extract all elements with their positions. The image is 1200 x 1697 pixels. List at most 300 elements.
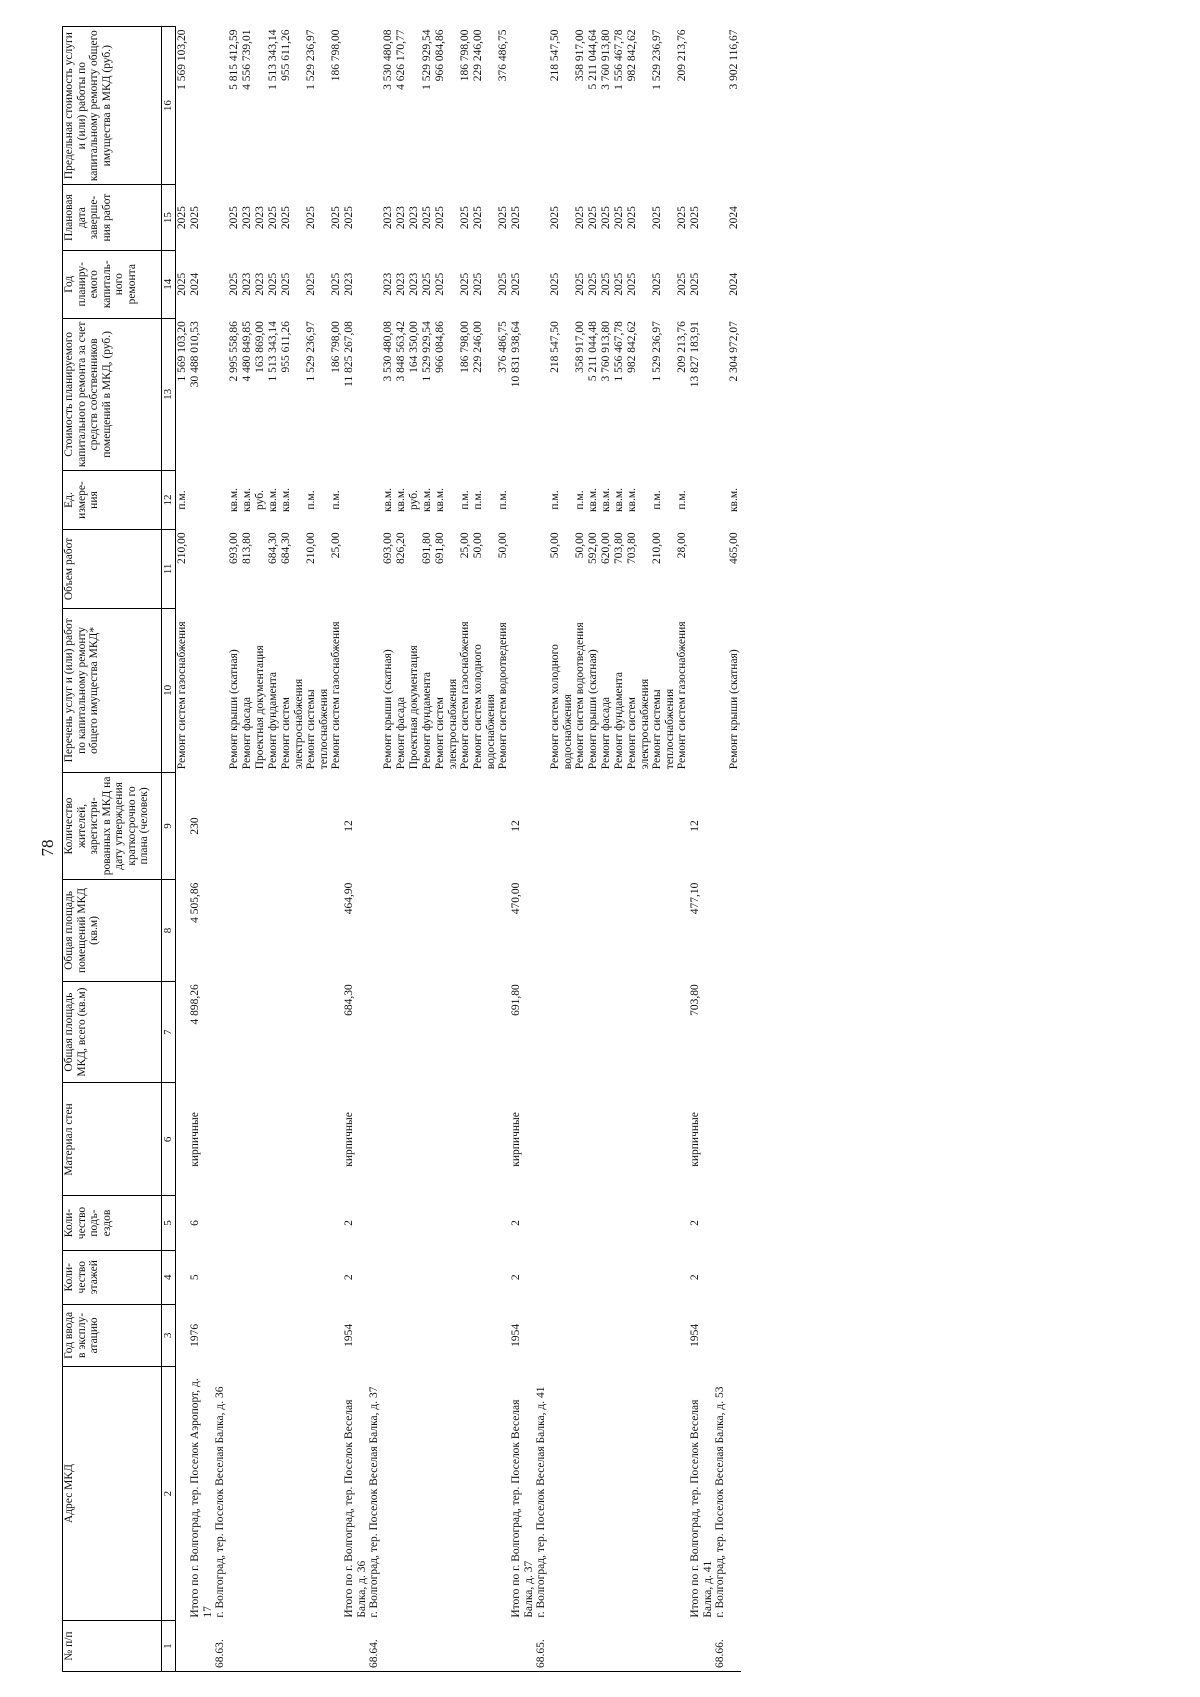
completion-date: 2025	[330, 206, 342, 230]
work-name: Ремонт фундамента	[267, 672, 279, 770]
work-cost: 186 798,00	[330, 321, 342, 373]
table-cell	[305, 1196, 330, 1250]
work-name: Ремонт фундамента	[421, 672, 433, 770]
area-rooms: 4 505,86	[189, 882, 201, 923]
table-cell	[574, 1621, 587, 1672]
capital-repair-table	[62, 26, 741, 1672]
table-cell	[343, 471, 368, 530]
cost-limit	[408, 27, 421, 185]
work-cost: 376 486,75	[497, 321, 509, 373]
house-total-row	[689, 27, 714, 1672]
table-cell	[626, 1621, 651, 1672]
column-header-15: Плановая дата заверше-ния работ	[63, 185, 162, 251]
table-cell	[305, 1083, 330, 1196]
unit: п.м.	[472, 490, 484, 510]
total-label: Итого по г. Волгоград, тер. Поселок Веселая Балка, д. 37	[510, 1399, 535, 1618]
table-cell	[587, 1083, 600, 1196]
table-cell	[574, 1366, 587, 1620]
table-cell	[728, 1250, 741, 1304]
table-cell	[330, 1304, 343, 1366]
area-total: 691,80	[510, 984, 522, 1016]
cost-limit: 209 213,76	[676, 29, 688, 82]
area-rooms: 477,10	[689, 882, 701, 915]
work-volume: 50,00	[472, 532, 484, 559]
cost-limit: 955 611,26	[280, 29, 292, 81]
column-header-1: № п/п	[63, 1621, 162, 1672]
table-cell	[267, 1250, 280, 1304]
table-cell	[267, 880, 280, 982]
table-cell	[459, 1196, 472, 1250]
table-cell	[459, 772, 472, 879]
table-cell	[305, 1304, 330, 1366]
table-cell	[254, 772, 267, 879]
table-body	[176, 27, 742, 1672]
table-cell	[254, 880, 267, 982]
work-cost: 1 529 236,97	[305, 321, 317, 382]
unit: кв.м.	[395, 487, 407, 513]
work-volume: 684,30	[267, 532, 279, 564]
table-cell	[587, 1250, 600, 1304]
completion-date: 2025	[280, 206, 292, 230]
table-cell	[189, 27, 214, 185]
unit: кв.м.	[626, 487, 638, 513]
table-cell	[241, 1366, 254, 1620]
unit: руб.	[254, 490, 266, 510]
table-cell	[600, 1621, 613, 1672]
table-cell	[434, 772, 459, 879]
table-cell	[395, 772, 408, 879]
table-cell	[651, 1250, 676, 1304]
area-total: 703,80	[689, 984, 701, 1016]
table-cell	[676, 981, 689, 1083]
table-cell	[459, 1304, 472, 1366]
house-address: г. Волгоград, тер. Поселок Веселая Балка, д. 36	[214, 1386, 226, 1618]
work-name: Ремонт систем газоснабжения	[676, 621, 688, 770]
completion-date: 2025	[613, 206, 625, 230]
table-cell	[459, 1083, 472, 1196]
column-number-4: 4	[162, 1250, 176, 1304]
table-cell	[600, 1304, 613, 1366]
table-cell	[408, 880, 421, 982]
table-cell	[241, 1083, 254, 1196]
table-cell	[472, 1250, 497, 1304]
table-cell	[330, 1366, 343, 1620]
column-header-4: Коли-чество этажей	[63, 1250, 162, 1304]
table-cell	[613, 1250, 626, 1304]
repair-year: 2025	[472, 272, 484, 296]
table-cell	[497, 1621, 510, 1672]
work-name: Ремонт крыши (скатная)	[728, 649, 740, 770]
work-item-row	[651, 27, 676, 1672]
row-number: 68.63.	[214, 1621, 228, 1672]
cost-limit: 5 211 044,64	[587, 29, 599, 90]
table-cell	[305, 772, 330, 879]
unit: кв.м.	[241, 487, 253, 513]
table-cell	[574, 1083, 587, 1196]
table-cell	[651, 1304, 676, 1366]
column-header-13: Стоимость планируемого капитального ремонта за счет средств собственников помещений в МКД, (руб.)	[63, 318, 162, 471]
table-cell	[267, 981, 280, 1083]
table-cell	[228, 772, 241, 879]
wall-material: кирпичные	[689, 1112, 701, 1167]
column-header-10: Перечень услуг и (или) работ по капитальному ремонту общего имущества МКД*	[63, 608, 162, 772]
column-header-5: Коли-чество подъ-ездов	[63, 1196, 162, 1250]
table-cell	[382, 1366, 395, 1620]
table-cell	[472, 981, 497, 1083]
table-cell	[228, 880, 241, 982]
work-item-row	[459, 27, 472, 1672]
table-cell	[267, 1196, 280, 1250]
table-cell	[343, 1621, 368, 1672]
table-cell	[176, 1366, 190, 1620]
rotated-document-sheet	[62, 26, 1195, 1672]
table-cell	[330, 1250, 343, 1304]
table-cell	[382, 1196, 395, 1250]
row-number: 68.65.	[535, 1621, 549, 1672]
cost-limit: 186 798,00	[459, 29, 471, 82]
repair-year: 2025	[280, 272, 292, 296]
table-cell	[241, 1250, 254, 1304]
work-volume: 210,00	[651, 532, 663, 564]
table-cell	[549, 1621, 574, 1672]
table-cell	[459, 880, 472, 982]
work-name: Ремонт фундамента	[613, 672, 625, 770]
completion-date: 2025	[510, 206, 522, 230]
table-cell	[587, 772, 600, 879]
table-cell	[280, 1304, 305, 1366]
table-cell	[189, 529, 214, 608]
table-cell	[472, 1304, 497, 1366]
table-cell	[254, 1083, 267, 1196]
work-item-row	[228, 27, 241, 1672]
table-cell	[434, 1250, 459, 1304]
work-volume: 25,00	[330, 532, 342, 559]
column-number-10: 10	[162, 608, 176, 772]
table-cell	[472, 1621, 497, 1672]
work-cost: 2 995 558,86	[228, 321, 240, 382]
entrances: 2	[689, 1220, 701, 1226]
area-total: 4 898,26	[189, 984, 201, 1025]
repair-year: 2025	[613, 272, 625, 296]
total-cost: 30 488 010,53	[189, 321, 201, 388]
column-header-6: Материал стен	[63, 1083, 162, 1196]
table-cell	[176, 1083, 190, 1196]
table-cell	[395, 880, 408, 982]
work-name: Ремонт систем электроснабжения	[434, 678, 459, 770]
table-cell	[549, 1083, 574, 1196]
table-cell	[267, 1304, 280, 1366]
work-volume: 693,00	[228, 532, 240, 564]
table-cell	[408, 981, 421, 1083]
table-cell	[189, 471, 214, 530]
table-cell	[254, 1621, 267, 1672]
table-cell	[228, 1366, 241, 1620]
completion-date: 2023	[408, 206, 420, 230]
work-name: Ремонт крыши (скатная)	[587, 649, 599, 770]
repair-year: 2025	[228, 272, 240, 296]
table-cell	[395, 1304, 408, 1366]
table-cell	[676, 1366, 689, 1620]
table-cell	[305, 981, 330, 1083]
work-volume: 684,30	[280, 532, 292, 564]
completion-date: 2023	[254, 206, 266, 230]
total-label: Итого по г. Волгоград, тер. Поселок Веселая Балка, д. 36	[343, 1399, 368, 1618]
table-cell	[330, 981, 343, 1083]
wall-material: кирпичные	[510, 1112, 522, 1167]
work-volume: 826,20	[395, 532, 407, 564]
table-cell	[587, 981, 600, 1083]
unit: кв.м.	[613, 487, 625, 513]
total-cost: 11 825 267,08	[343, 321, 355, 387]
work-cost: 229 246,00	[472, 321, 484, 373]
table-cell	[549, 981, 574, 1083]
unit: п.м.	[176, 490, 188, 510]
unit: руб.	[408, 490, 420, 510]
repair-year: 2025	[626, 272, 638, 296]
table-cell	[189, 1621, 214, 1672]
work-cost: 1 556 467,78	[613, 321, 625, 382]
table-cell	[421, 1621, 434, 1672]
work-cost: 2 304 972,07	[728, 321, 740, 382]
work-name: Проектная документация	[408, 645, 420, 770]
unit: кв.м.	[434, 487, 446, 513]
column-number-6: 6	[162, 1083, 176, 1196]
completion-date: 2025	[497, 206, 509, 230]
column-header-16: Предельная стоимость услуги и (или) работы по капитальному ремонту общего имущества в МКД (руб.)	[63, 27, 162, 185]
table-cell	[574, 1196, 587, 1250]
house-header-row	[714, 27, 728, 1672]
table-cell	[651, 981, 676, 1083]
table-cell	[676, 1621, 689, 1672]
work-cost: 164 350,00	[408, 321, 420, 373]
cost-limit: 3 902 116,67	[728, 29, 740, 90]
area-rooms: 470,00	[510, 882, 522, 915]
table-cell	[330, 880, 343, 982]
table-cell	[408, 1196, 421, 1250]
work-name: Ремонт систем газоснабжения	[459, 621, 471, 770]
table-cell	[587, 1196, 600, 1250]
table-cell	[241, 1196, 254, 1250]
table-cell	[228, 1083, 241, 1196]
table-cell	[459, 1250, 472, 1304]
table-cell	[176, 772, 190, 879]
table-cell	[651, 772, 676, 879]
work-item-row	[267, 27, 280, 1672]
repair-year: 2023	[254, 272, 266, 296]
work-name: Ремонт системы теплоснабжения	[305, 688, 330, 770]
table-cell	[421, 880, 434, 982]
table-cell	[626, 1250, 651, 1304]
unit: кв.м.	[728, 487, 740, 513]
table-cell	[421, 981, 434, 1083]
table-cell	[280, 1366, 305, 1620]
table-cell	[651, 1366, 676, 1620]
entrances: 2	[343, 1220, 355, 1226]
work-name: Проектная документация	[254, 645, 266, 770]
table-cell	[689, 1621, 714, 1672]
table-cell	[728, 1083, 741, 1196]
table-cell	[600, 880, 613, 982]
table-cell	[651, 1196, 676, 1250]
work-cost: 955 611,26	[280, 321, 292, 373]
work-item-row	[395, 27, 408, 1672]
work-volume: 592,00	[587, 532, 599, 564]
work-volume: 210,00	[176, 532, 188, 564]
house-total-row	[510, 27, 535, 1672]
table-cell	[676, 1083, 689, 1196]
work-cost: 209 213,76	[676, 321, 688, 373]
table-cell	[549, 1366, 574, 1620]
column-header-7: Общая площадь МКД, всего (кв.м)	[63, 981, 162, 1083]
work-cost: 218 547,50	[549, 321, 561, 373]
cost-limit: 186 798,00	[330, 29, 342, 82]
table-cell	[330, 1083, 343, 1196]
work-volume: 210,00	[305, 532, 317, 564]
table-cell	[613, 772, 626, 879]
work-name: Ремонт фасада	[395, 696, 407, 770]
completion-date: 2025	[343, 206, 355, 230]
repair-year: 2025	[434, 272, 446, 296]
table-cell	[689, 27, 714, 185]
table-cell	[497, 981, 510, 1083]
house-address: г. Волгоград, тер. Поселок Веселая Балка, д. 41	[535, 1386, 547, 1618]
table-cell	[176, 1250, 190, 1304]
table-cell	[587, 1621, 600, 1672]
residents: 12	[343, 820, 355, 832]
work-cost: 3 760 913,80	[600, 321, 612, 382]
completion-date: 2025	[651, 206, 663, 230]
wall-material: кирпичные	[343, 1112, 355, 1167]
work-item-row	[587, 27, 600, 1672]
repair-year: 2024	[189, 272, 201, 296]
column-number-7: 7	[162, 981, 176, 1083]
table-cell	[728, 1304, 741, 1366]
table-cell	[343, 27, 368, 185]
table-cell	[689, 608, 714, 772]
table-cell	[549, 1250, 574, 1304]
completion-date: 2025	[305, 206, 317, 230]
completion-date: 2023	[395, 206, 407, 230]
table-cell	[176, 981, 190, 1083]
table-cell	[241, 1621, 254, 1672]
table-cell	[280, 1083, 305, 1196]
table-cell	[510, 529, 535, 608]
table-cell	[395, 1621, 408, 1672]
table-cell	[280, 1196, 305, 1250]
work-item-row	[408, 27, 421, 1672]
cost-limit: 218 547,50	[549, 29, 561, 82]
table-cell	[613, 1083, 626, 1196]
column-header-12: Ед. измере-ния	[63, 471, 162, 530]
table-cell	[689, 529, 714, 608]
work-cost: 163 869,00	[254, 321, 266, 373]
work-item-row	[497, 27, 510, 1672]
cost-limit: 358 917,00	[574, 29, 586, 82]
repair-year: 2025	[459, 272, 471, 296]
work-item-row	[421, 27, 434, 1672]
work-cost: 5 211 044,48	[587, 321, 599, 382]
repair-year: 2025	[497, 272, 509, 296]
unit: п.м.	[497, 490, 509, 510]
table-cell	[613, 1621, 626, 1672]
work-cost: 982 842,62	[626, 321, 638, 373]
column-header-11: Объем работ	[63, 529, 162, 608]
work-cost: 4 480 849,85	[241, 321, 253, 382]
table-cell	[587, 880, 600, 982]
completion-date: 2025	[676, 206, 688, 230]
unit: кв.м.	[421, 487, 433, 513]
unit: п.м.	[651, 490, 663, 510]
house-header-row	[368, 27, 382, 1672]
unit: кв.м.	[587, 487, 599, 513]
unit: кв.м.	[267, 487, 279, 513]
column-number-2: 2	[162, 1366, 176, 1620]
house-header-row	[535, 27, 549, 1672]
year-built: 1976	[189, 1323, 201, 1347]
table-cell	[434, 981, 459, 1083]
table-cell	[421, 1250, 434, 1304]
table-cell	[408, 1250, 421, 1304]
work-item-row	[574, 27, 587, 1672]
repair-year: 2025	[600, 272, 612, 296]
table-cell	[176, 1304, 190, 1366]
work-item-row	[382, 27, 395, 1672]
repair-year: 2025	[676, 272, 688, 296]
repair-year: 2025	[651, 272, 663, 296]
floors: 2	[343, 1274, 355, 1281]
table-cell	[613, 880, 626, 982]
table-cell	[497, 772, 510, 879]
unit: кв.м.	[600, 487, 612, 513]
table-cell	[689, 471, 714, 530]
work-cost: 186 798,00	[459, 321, 471, 373]
table-cell	[510, 608, 535, 772]
table-cell	[600, 1196, 613, 1250]
table-cell	[626, 880, 651, 982]
table-cell	[305, 1366, 330, 1620]
table-cell	[382, 772, 395, 879]
work-name: Ремонт систем холодного водоснабжения	[549, 644, 574, 770]
house-header-row	[214, 27, 228, 1672]
table-cell	[676, 880, 689, 982]
cost-limit: 1 529 929,54	[421, 29, 433, 90]
table-cell	[510, 27, 535, 185]
table-cell	[613, 981, 626, 1083]
cost-limit: 1 529 236,97	[651, 29, 663, 90]
work-cost: 358 917,00	[574, 321, 586, 373]
table-cell	[382, 1083, 395, 1196]
table-cell	[382, 1304, 395, 1366]
table-cell	[305, 1621, 330, 1672]
table-cell	[434, 1083, 459, 1196]
work-name: Ремонт систем водоотведения	[497, 622, 509, 770]
work-name: Ремонт крыши (скатная)	[382, 649, 394, 770]
work-item-row	[434, 27, 459, 1672]
work-volume: 28,00	[676, 532, 688, 559]
table-cell	[574, 772, 587, 879]
table-cell	[600, 772, 613, 879]
year-built: 1954	[343, 1323, 355, 1347]
table-cell	[408, 772, 421, 879]
table-cell	[254, 981, 267, 1083]
work-name: Ремонт систем электроснабжения	[626, 678, 651, 770]
table-cell	[434, 1196, 459, 1250]
table-cell	[330, 1621, 343, 1672]
table-cell	[497, 880, 510, 982]
column-number-11: 11	[162, 529, 176, 608]
repair-year: 2025	[176, 272, 188, 296]
completion-date: 2025	[549, 206, 561, 230]
